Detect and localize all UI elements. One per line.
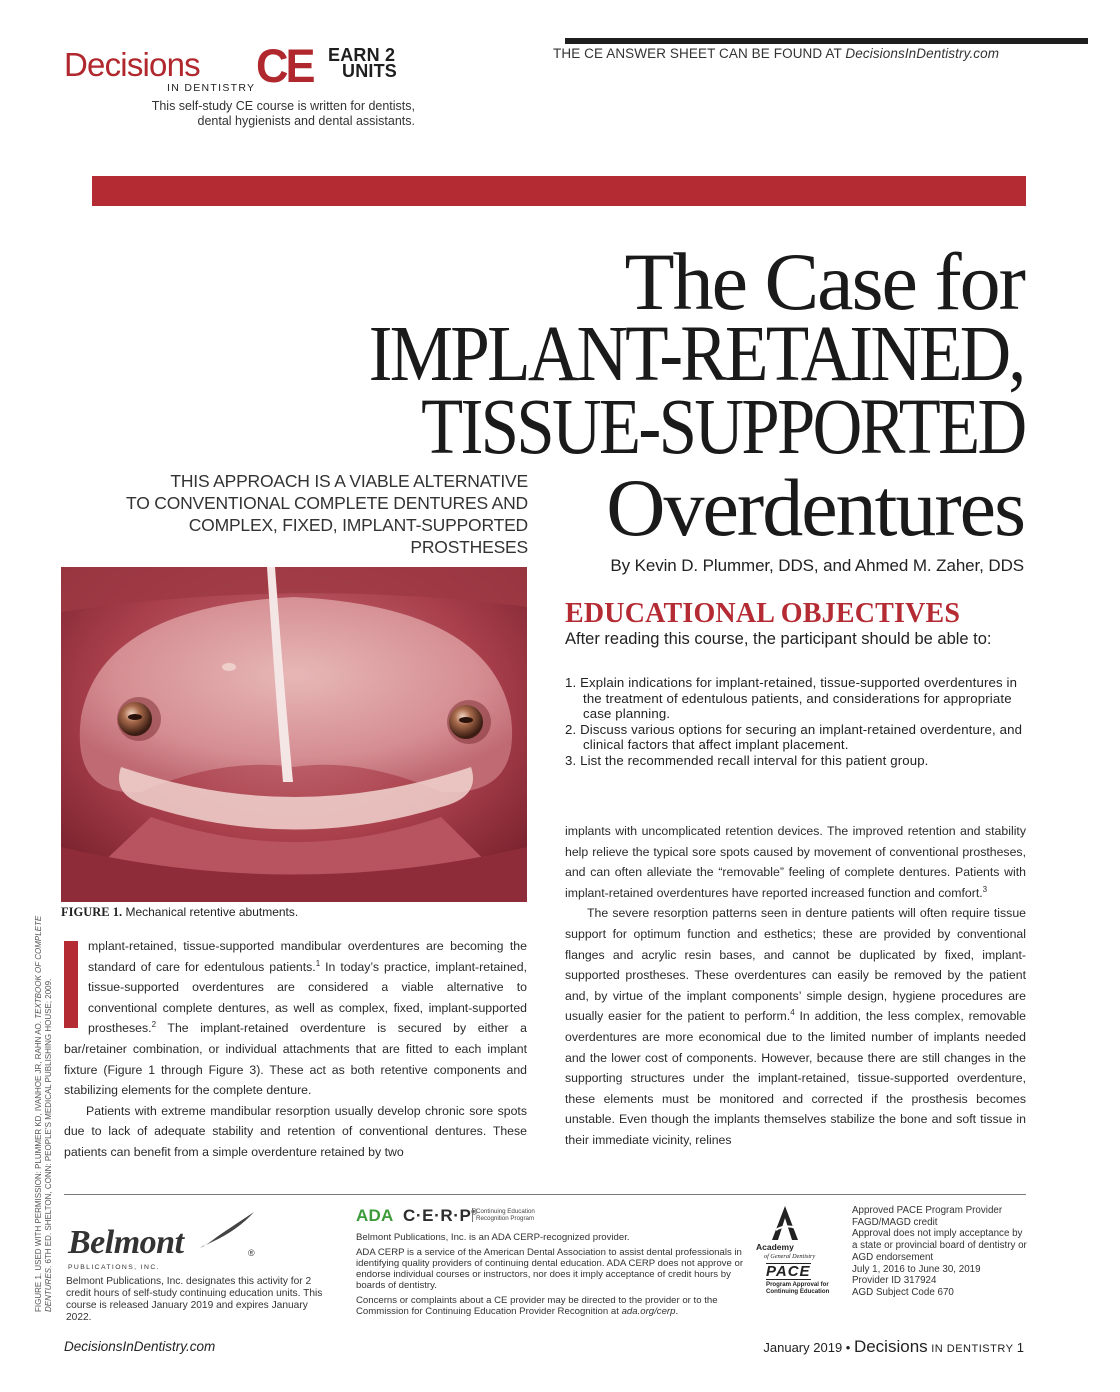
answer-sheet-link[interactable]: DecisionsInDentistry.com (845, 46, 1000, 61)
body-paragraph: Patients with extreme mandibular resorption usually develop chronic sore spots due to lack of adequate stability and retention of conventional dentures. These patients can benefit from a simple overdenture retained by two (64, 1103, 527, 1159)
pace-approval-text: Approved PACE Program Provider FAGD/MAGD credit Approval does not imply acceptance by a state or provincial board of dentistry or AGD endorsement July 1, 2016 to June 30, 2019 Provider ID 317924 AGD Subject Code 670 (852, 1205, 1027, 1298)
objective-item: 1. Explain indications for implant-retained, tissue-supported overdentures in the treatment of edentulous patients, and considerations for appropriate case planning. (565, 675, 1018, 721)
figure-credit-vertical: FIGURE 1. USED WITH PERMISSION: PLUMMER KD, IVANHOE JR, RAHN AO. TEXTBOOK OF COMPLETE DENTURES. 6TH ED. SHELTON, CONN: PEOPLE’S MEDICAL PUBLISHING HOUSE; 2009. (34, 915, 53, 1312)
belmont-logo: Belmont ® PUBLICATIONS, INC. (66, 1208, 266, 1278)
top-rule (565, 38, 1088, 44)
agd-pace-logo: Academy of General Dentistry PACE Program Approval for Continuing Education (756, 1200, 836, 1310)
body-column-left (64, 936, 527, 1163)
subtitle: THIS APPROACH IS A VIABLE ALTERNATIVE TO CONVENTIONAL COMPLETE DENTURES AND COMPLEX, FIXED, IMPLANT-SUPPORTED PROSTHESES (126, 471, 528, 557)
figure-1-caption: FIGURE 1. Mechanical retentive abutments. (61, 905, 299, 919)
drop-cap-i (64, 941, 78, 1028)
byline: By Kevin D. Plummer, DDS, and Ahmed M. Zaher, DDS (610, 556, 1024, 575)
answer-sheet-note: THE CE ANSWER SHEET CAN BE FOUND AT DecisionsInDentistry.com (553, 46, 1000, 61)
belmont-credit-text: Belmont Publications, Inc. designates this activity for 2 credit hours of self-study continuing education units. This course is released January 2019 and expires January 2022. (66, 1276, 323, 1323)
logo-decisions: Decisions (64, 46, 200, 83)
body-paragraph: The severe resorption patterns seen in denture patients will often require tissue support for optimum function and esthetics; these are provided by conventional flanges and acrylic resin bases, and cannot be duplicated by fixed, implant-supported prostheses. These overdentures can easily be removed by the patient and, by virtue of the implant components’ simple design, hygiene procedures are usually easier for the patient to perform.$^4$ In addition, the less complex, removable overdentures are more economical due to the limited number of implants needed and the lower cost of components. However, because there are still changes in the supporting structures under the implant-retained, tissue-supported overdenture, these elements must be monitored and corrected if the prosthesis becomes unstable. Even though the implants themselves stabilize the bone and soft tissue in their immediate vicinity, relines (565, 906, 1026, 1147)
red-header-band (92, 176, 1026, 206)
title-line-4: Overdentures (606, 462, 1024, 553)
decisions-ce-logo (64, 38, 444, 136)
body-paragraph: implants with uncomplicated retention devices. The improved retention and stability help relieve the typical sore spots caused by movement of conventional prostheses, and can often alleviate the “removable” feeling of complete dentures. Patients with implant-retained overdentures have reported increased function and comfort.$^3$ (565, 824, 1026, 900)
figure-1-photo (61, 567, 527, 902)
logo-earn-units: EARN 2 UNITS (328, 45, 397, 81)
ada-cerp-link[interactable]: ada.org/cerp (621, 1306, 676, 1317)
quill-icon (198, 1210, 258, 1250)
title-line-3: TISSUE-SUPPORTED (420, 384, 1024, 471)
title-line-2: IMPLANT-RETAINED, (369, 311, 1024, 398)
ada-cerp-text: Belmont Publications, Inc. is an ADA CERP-recognized provider. ADA CERP is a service of the American Dental Association to assist dental professionals in identifying quality providers of continuing dental education. ADA CERP does not approve or endorse individual courses or instructors, nor does it imply acceptance of credit hours by boards of dentistry. Concerns or complaints about a CE provider may be directed to the provider or to the Commission for Continuing Education Provider Recognition at ada.org/cerp. (356, 1232, 744, 1317)
logo-description: This self-study CE course is written for dentists, dental hygienists and dental assistants. (151, 99, 415, 128)
page-number: 1 (1016, 1340, 1024, 1355)
title-line-1: The Case for (624, 236, 1024, 327)
footer-folio: January 2019 • Decisions IN DENTISTRY 1 (763, 1337, 1024, 1356)
objectives-intro: After reading this course, the participant should be able to: (565, 630, 992, 648)
footer-rule (64, 1194, 1026, 1195)
objective-item: 2. Discuss various options for securing an implant-retained overdenture, and clinical factors that affect implant placement. (565, 721, 1023, 752)
body-paragraph: mplant-retained, tissue-supported mandibular overdentures are becoming the standard of care for edentulous patients.$^1$ In today’s practice, implant-retained, tissue-supported overdentures are considered a viable alternative to conventional complete dentures, as well as complex, fixed, implant-supported prostheses.$^2$ The implant-retained overdenture is secured by either a bar/retainer combination, or individual attachments that are fitted to each implant fixture (Figure 1 through Figure 3). These act as both retentive components and stabilizing elements for the complete denture. (64, 939, 527, 1098)
logo-ce: CE (256, 38, 313, 93)
objective-item: 3. List the recommended recall interval for this patient group. (565, 752, 929, 768)
agd-emblem-icon (770, 1204, 800, 1242)
logo-in-dentistry: IN DENTISTRY (167, 82, 256, 94)
objectives-list (565, 675, 1035, 768)
objectives-heading: EDUCATIONAL OBJECTIVES (565, 598, 961, 629)
body-column-right (565, 821, 1026, 1151)
footer-site-link[interactable]: DecisionsInDentistry.com (64, 1339, 216, 1354)
